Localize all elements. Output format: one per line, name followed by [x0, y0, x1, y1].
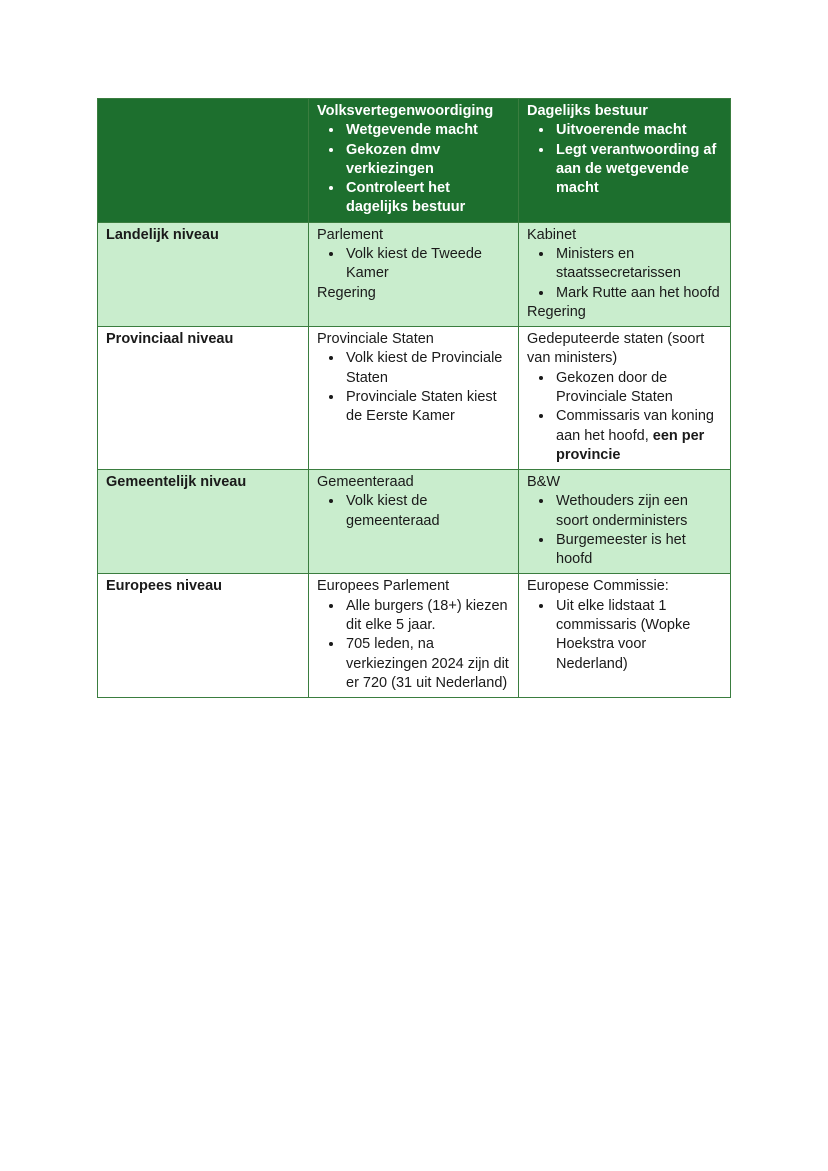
table-row-landelijk: [98, 222, 731, 326]
bullet-item: • Uit elke lidstaat 1 commissaris (Wopke Hoekstra voor Nederland): [554, 597, 722, 674]
cell-gemeentelijk-dagelijks-bestuur: [519, 470, 731, 574]
bullet-item: • Controleert het dagelijks bestuur: [344, 179, 510, 218]
bullet-item-mixed: [554, 407, 722, 465]
bullet-list: [317, 597, 510, 693]
bullet-item: • Gekozen dmv verkiezingen: [344, 141, 510, 180]
bullet-list: [317, 349, 510, 426]
table-row-provinciaal: [98, 327, 731, 470]
cell-title: Kabinet: [527, 226, 577, 243]
bullet-item: • Gekozen door de Provinciale Staten: [554, 369, 722, 408]
table-header-row: [98, 99, 731, 223]
cell-europees-dagelijks-bestuur: [519, 574, 731, 698]
bullet-item: • Burgemeester is het hoofd: [554, 531, 722, 570]
cell-footer: Regering: [317, 284, 376, 301]
table-row-gemeentelijk: [98, 470, 731, 574]
bullet-list: [527, 369, 722, 465]
cell-gemeentelijk-volksvertegenwoordiging: [309, 470, 519, 574]
header-empty-cell: [98, 99, 309, 223]
cell-title: Provinciale Staten: [317, 331, 434, 348]
row-label: Gemeentelijk niveau: [106, 474, 247, 491]
bullet-item: • Wethouders zijn een soort onderministers: [554, 492, 722, 531]
row-label: Landelijk niveau: [106, 226, 219, 243]
government-levels-table: [97, 98, 731, 698]
table-row-europees: [98, 574, 731, 698]
bullet-list: [317, 121, 510, 217]
bullet-list: [527, 492, 722, 569]
row-label-cell: [98, 327, 309, 470]
bullet-list: [317, 245, 510, 284]
bullet-item: • Mark Rutte aan het hoofd: [554, 284, 722, 303]
cell-title: Gemeenteraad: [317, 474, 414, 491]
bullet-item: • Wetgevende macht: [344, 121, 510, 140]
cell-title: Parlement: [317, 226, 384, 243]
bullet-item: • Volk kiest de gemeenteraad: [344, 492, 510, 531]
row-label: Provinciaal niveau: [106, 331, 234, 348]
bullet-item: • Uitvoerende macht: [554, 121, 722, 140]
bullet-item: • Provinciale Staten kiest de Eerste Kamer: [344, 388, 510, 427]
cell-footer: Regering: [527, 303, 586, 320]
row-label-cell: [98, 222, 309, 326]
cell-provinciaal-dagelijks-bestuur: [519, 327, 731, 470]
cell-title: B&W: [527, 474, 561, 491]
cell-landelijk-volksvertegenwoordiging: [309, 222, 519, 326]
cell-landelijk-dagelijks-bestuur: [519, 222, 731, 326]
bullet-item: • 705 leden, na verkiezingen 2024 zijn dit er 720 (31 uit Nederland): [344, 635, 510, 693]
bullet-item: • Volk kiest de Provinciale Staten: [344, 349, 510, 388]
bullet-list: [527, 597, 722, 674]
bullet-item: • Legt verantwoording af aan de wetgevende macht: [554, 141, 722, 199]
bullet-list: [527, 121, 722, 198]
row-label: Europees niveau: [106, 578, 223, 595]
header-dagelijks-bestuur-cell: [519, 99, 731, 223]
column-title: Volksvertegenwoordiging: [317, 103, 494, 119]
cell-title: Gedeputeerde staten (soort van ministers): [527, 331, 705, 367]
bullet-text-bold: een per provincie: [556, 427, 705, 463]
header-volksvertegenwoordiging-cell: [309, 99, 519, 223]
bullet-text: Commissaris van koning aan het hoofd,: [556, 408, 714, 444]
cell-europees-volksvertegenwoordiging: [309, 574, 519, 698]
cell-title: Europese Commissie:: [527, 578, 669, 595]
cell-provinciaal-volksvertegenwoordiging: [309, 327, 519, 470]
bullet-item: • Alle burgers (18+) kiezen dit elke 5 jaar.: [344, 597, 510, 636]
row-label-cell: [98, 574, 309, 698]
column-title: Dagelijks bestuur: [527, 103, 648, 119]
bullet-list: [317, 492, 510, 531]
bullet-list: [527, 245, 722, 303]
bullet-item: • Ministers en staatssecretarissen: [554, 245, 722, 284]
row-label-cell: [98, 470, 309, 574]
cell-title: Europees Parlement: [317, 578, 450, 595]
bullet-item: • Volk kiest de Tweede Kamer: [344, 245, 510, 284]
